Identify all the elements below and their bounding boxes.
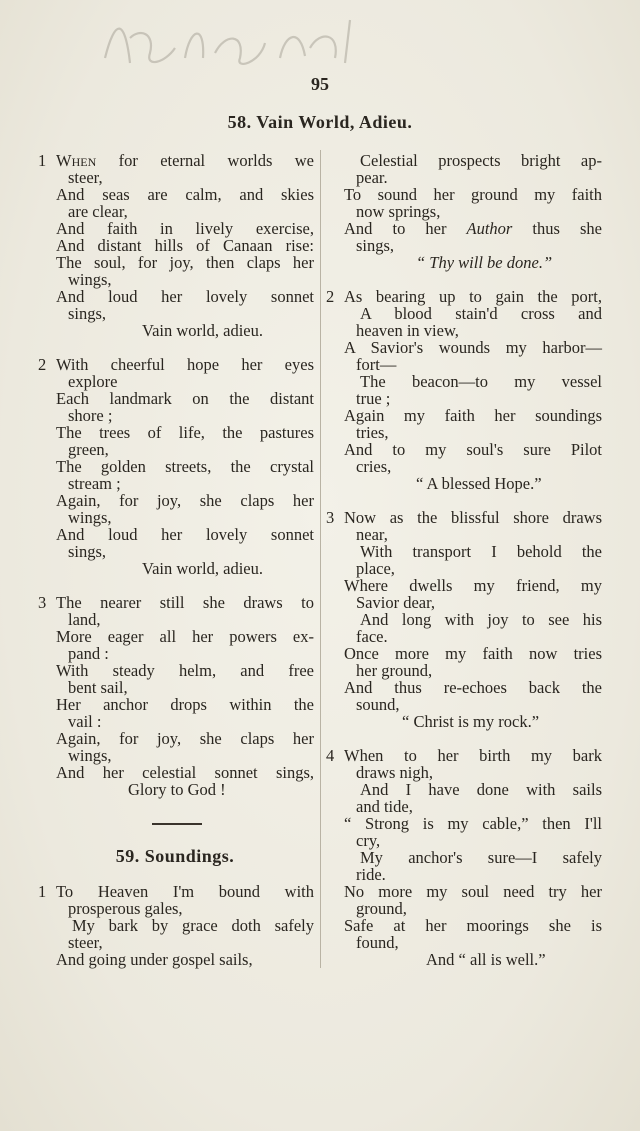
stanza-number: 3 — [326, 508, 335, 527]
verse-line: shore ; — [68, 406, 113, 425]
verse-line: green, — [68, 440, 109, 459]
verse-line: sings, — [68, 542, 107, 561]
hymn-58-stanza-1 — [38, 152, 314, 339]
verse-refrain: “ Christ is my rock.” — [402, 712, 540, 731]
verse-line: No more my soul need try her — [344, 882, 602, 901]
verse-line: And going under gospel sails, — [56, 950, 253, 969]
hymn-59-stanza-3 — [326, 509, 602, 730]
verse-line: The nearer still she draws to — [56, 593, 314, 612]
hymn-59-stanza-1-continued — [326, 152, 602, 271]
verse-line: And seas are calm, and skies — [56, 185, 314, 204]
verse-refrain: Vain world, adieu. — [142, 321, 263, 340]
verse-line: found, — [356, 933, 399, 952]
handwritten-annotation — [95, 8, 395, 78]
verse-line: Where dwells my friend, my — [344, 576, 602, 595]
verse-line: wings, — [68, 508, 112, 527]
verse-refrain: Vain world, adieu. — [142, 559, 263, 578]
verse-line: cries, — [356, 457, 392, 476]
verse-line: heaven in view, — [356, 321, 459, 340]
verse-line: And thus re-echoes back the — [344, 678, 602, 697]
verse-line: The beacon—to my vessel — [360, 372, 602, 391]
verse-line: Safe at her moorings she is — [344, 916, 602, 935]
verse-line: My anchor's sure—I safely — [360, 848, 602, 867]
verse-line: bent sail, — [68, 678, 128, 697]
column-divider — [320, 150, 321, 968]
verse-line: As bearing up to gain the port, — [344, 287, 602, 306]
hymn-59-stanza-2 — [326, 288, 602, 492]
verse-line: And to my soul's sure Pilot — [344, 440, 602, 459]
verse-line: steer, — [68, 933, 103, 952]
verse-refrain: Glory to God ! — [128, 780, 226, 799]
verse-line: pear. — [356, 168, 388, 187]
stanza-number: 4 — [326, 746, 335, 765]
left-column — [38, 152, 314, 798]
verse-line: wings, — [68, 270, 112, 289]
verse-line: A blood stain'd cross and — [360, 304, 602, 323]
verse-line: true ; — [356, 389, 391, 408]
stanza-number: 3 — [38, 593, 47, 612]
verse-refrain: “ Thy will be done.” — [416, 253, 553, 272]
verse-line: fort— — [356, 355, 397, 374]
verse-line: sings, — [68, 304, 107, 323]
verse-line: And I have done with sails — [360, 780, 602, 799]
verse-line: Celestial prospects bright ap- — [360, 151, 602, 170]
verse-line: With steady helm, and free — [56, 661, 314, 680]
verse-line: And her celestial sonnet sings, — [56, 763, 314, 782]
verse-line: Again, for joy, she claps her — [56, 729, 314, 748]
verse-line: explore — [68, 372, 118, 391]
verse-line: and tide, — [356, 797, 413, 816]
verse-line: And faith in lively exercise, — [56, 219, 314, 238]
hymn-59-stanza-1 — [38, 883, 314, 968]
verse-line: Once more my faith now tries — [344, 644, 602, 663]
verse-line: now springs, — [356, 202, 441, 221]
hymn-59-stanza-4 — [326, 747, 602, 968]
verse-line: Her anchor drops within the — [56, 695, 314, 714]
verse-line: face. — [356, 627, 388, 646]
verse-line: ground, — [356, 899, 407, 918]
verse-line: To sound her ground my faith — [344, 185, 602, 204]
verse-line: And to her Author thus she — [344, 219, 602, 238]
verse-line: place, — [356, 559, 395, 578]
hymn-59-title: 59. Soundings. — [115, 846, 235, 866]
verse-line: steer, — [68, 168, 103, 187]
verse-line: ride. — [356, 865, 386, 884]
verse-line: Savior dear, — [356, 593, 436, 612]
stanza-number: 2 — [38, 355, 47, 374]
verse-line: When for eternal worlds we — [56, 151, 314, 170]
verse-line: The trees of life, the pastures — [56, 423, 314, 442]
verse-line: And loud her lovely sonnet — [56, 525, 314, 544]
verse-line: are clear, — [68, 202, 128, 221]
section-divider — [152, 823, 202, 825]
verse-line: sound, — [356, 695, 400, 714]
verse-line: Again, for joy, she claps her — [56, 491, 314, 510]
verse-line: And loud her lovely sonnet — [56, 287, 314, 306]
hymn-58-stanza-2 — [38, 356, 314, 577]
verse-line: With cheerful hope her eyes — [56, 355, 314, 374]
verse-line: Now as the blissful shore draws — [344, 508, 602, 527]
hymn-58-title: 58. Vain World, Adieu. — [227, 112, 413, 132]
verse-line: wings, — [68, 746, 112, 765]
stanza-number: 1 — [38, 882, 47, 901]
verse-line: tries, — [356, 423, 389, 442]
verse-line: And distant hills of Canaan rise: — [56, 236, 314, 255]
verse-line: With transport I behold the — [360, 542, 602, 561]
verse-line: draws nigh, — [356, 763, 433, 782]
verse-line: Again my faith her soundings — [344, 406, 602, 425]
hymn-58-stanza-3 — [38, 594, 314, 798]
verse-refrain: “ A blessed Hope.” — [416, 474, 542, 493]
verse-refrain: And “ all is well.” — [426, 950, 546, 969]
verse-line: More eager all her powers ex- — [56, 627, 314, 646]
verse-line: My bark by grace doth safely — [72, 916, 314, 935]
verse-line: Each landmark on the distant — [56, 389, 314, 408]
emphasis-author: Author — [466, 219, 513, 238]
verse-line: land, — [68, 610, 101, 629]
verse-first-word: When — [56, 151, 97, 170]
page-number: 95 — [311, 74, 329, 94]
hymn-59-stanza-1-left — [38, 883, 314, 968]
verse-line: her ground, — [356, 661, 433, 680]
verse-line: “ Strong is my cable,” then I'll — [344, 814, 602, 833]
verse-line: vail : — [68, 712, 102, 731]
right-column — [326, 152, 602, 968]
verse-line: When to her birth my bark — [344, 746, 602, 765]
verse-line: near, — [356, 525, 388, 544]
verse-line: stream ; — [68, 474, 121, 493]
stanza-number: 2 — [326, 287, 335, 306]
stanza-number: 1 — [38, 151, 47, 170]
verse-line: The golden streets, the crystal — [56, 457, 314, 476]
verse-line: To Heaven I'm bound with — [56, 882, 314, 901]
verse-line: pand : — [68, 644, 109, 663]
verse-line: A Savior's wounds my harbor— — [344, 338, 602, 357]
verse-line: And long with joy to see his — [360, 610, 602, 629]
verse-line: sings, — [356, 236, 395, 255]
verse-line: prosperous gales, — [68, 899, 183, 918]
verse-line: cry, — [356, 831, 381, 850]
verse-line: The soul, for joy, then claps her — [56, 253, 314, 272]
